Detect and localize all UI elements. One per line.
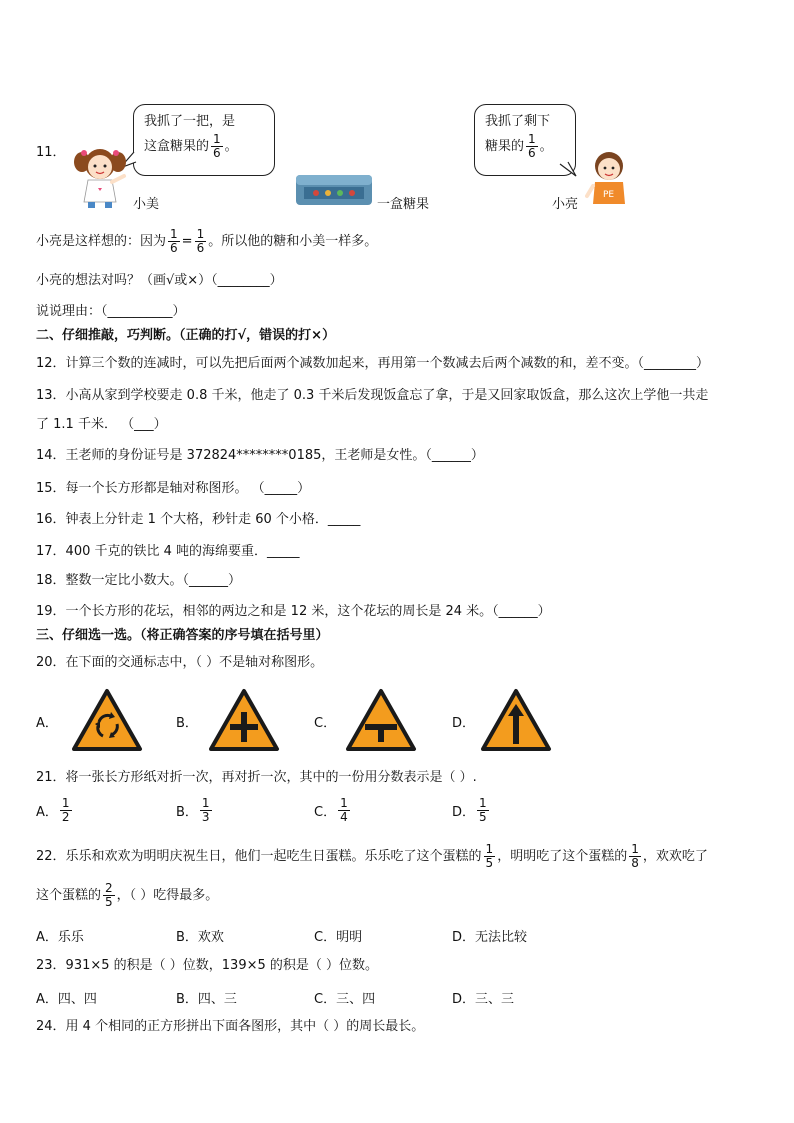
fraction <box>211 133 223 160</box>
fraction-denominator: 6 <box>213 146 221 160</box>
fraction <box>60 797 72 824</box>
fraction-denominator: 6 <box>528 146 536 160</box>
q22-option-d: D．无法比较 <box>452 930 528 945</box>
roundabout-sign-icon <box>71 688 143 752</box>
q20-option-b-label: B． <box>176 716 198 731</box>
q22-text: ，（ ）吃得最多。 <box>116 888 219 903</box>
q24-stem: 24．用 4 个相同的正方形拼出下面各图形，其中（ ）的周长最长。 <box>36 1019 425 1034</box>
fraction <box>195 228 207 255</box>
fraction-denominator: 5 <box>479 810 487 824</box>
fraction-numerator: 1 <box>201 796 210 810</box>
q22-text: 这个蛋糕的 <box>36 888 102 903</box>
q13-line2: 了 1.1 千米． （___） <box>36 417 167 432</box>
q21-stem: 21．将一张长方形纸对折一次，再对折一次，其中的一份用分数表示是（ ）. <box>36 770 477 785</box>
option-label: D． <box>452 805 476 820</box>
q16: 16．钟表上分针走 1 个大格，秒针走 60 个小格．_____ <box>36 512 361 527</box>
bubble-line2-text: 这盒糖果的 <box>144 139 210 154</box>
q21-option-a <box>36 797 74 824</box>
fraction-denominator: 6 <box>170 241 178 255</box>
q22-option-a: A．乐乐 <box>36 930 84 945</box>
fraction <box>338 797 350 824</box>
fraction-denominator: 6 <box>196 241 205 255</box>
candy-box-icon <box>294 169 374 209</box>
fraction <box>200 797 212 824</box>
q20-option-c-label: C． <box>314 716 337 731</box>
fraction-denominator: 8 <box>631 856 639 870</box>
option-label: C． <box>314 805 337 820</box>
q21-option-b <box>176 797 214 824</box>
bubble-line2-text: 糖果的 <box>485 139 525 154</box>
q23-option-a: A．四、四 <box>36 992 97 1007</box>
fraction <box>168 228 180 255</box>
q13-line1: 13．小高从家到学校要走 0.8 千米，他走了 0.3 千米后发现饭盒忘了拿，于是又回家取饭盒，那么这次上学他一共走 <box>36 388 709 403</box>
fraction-numerator: 1 <box>528 132 536 146</box>
q11-judge: 小亮的想法对吗？（画√或×）（________） <box>36 273 283 288</box>
fraction-denominator: 5 <box>105 895 113 909</box>
fraction <box>103 882 115 909</box>
boy-xiaoliang-icon <box>585 148 633 210</box>
bubble-line2-end: 。 <box>539 139 553 154</box>
fraction-numerator: 1 <box>170 227 178 241</box>
fraction-numerator: 1 <box>485 842 494 856</box>
fraction-numerator: 1 <box>631 842 639 856</box>
q21-option-c <box>314 797 352 824</box>
fraction-denominator: 2 <box>61 810 70 824</box>
fraction-denominator: 3 <box>201 810 210 824</box>
section3-heading: 三、仔细选一选。（将正确答案的序号填在括号里） <box>36 628 329 643</box>
fraction <box>477 797 489 824</box>
q22-line2 <box>36 880 218 912</box>
q21-option-d <box>452 797 491 824</box>
q23-option-b: B．四、三 <box>176 992 237 1007</box>
equals-sign: = <box>181 234 193 249</box>
fraction-numerator: 1 <box>213 132 221 146</box>
fraction-numerator: 1 <box>340 796 348 810</box>
q22-option-b: B．欢欢 <box>176 930 224 945</box>
q18: 18．整数一定比小数大。（______） <box>36 573 242 588</box>
bubble-line1: 我抓了剩下 <box>485 114 551 129</box>
q22-option-c: C．明明 <box>314 930 363 945</box>
q17: 17．400 千克的铁比 4 吨的海绵要重．_____ <box>36 544 300 559</box>
label-xiaomei: 小美 <box>133 197 160 212</box>
bubble-line2 <box>485 133 565 160</box>
straight-ahead-sign-icon <box>480 688 552 752</box>
fraction-numerator: 2 <box>105 881 113 895</box>
bubble-tail-right <box>558 160 580 180</box>
q12: 12．计算三个数的连减时，可以先把后面两个减数加起来，再用第一个数减去后两个减数的和，差不变。（________） <box>36 356 710 371</box>
fraction-denominator: 4 <box>340 810 348 824</box>
q11-thought <box>36 226 377 258</box>
svg-text:PE: PE <box>603 190 615 200</box>
thought-text: 小亮是这样想的：因为 <box>36 234 167 249</box>
label-xiaoliang: 小亮 <box>552 197 579 212</box>
crossroad-sign-icon <box>208 688 280 752</box>
q14: 14．王老师的身份证号是 372824********0185，王老师是女性。（______） <box>36 448 484 463</box>
section2-heading: 二、仔细推敲，巧判断。（正确的打√，错误的打×） <box>36 328 336 343</box>
q20-stem: 20．在下面的交通标志中，（ ）不是轴对称图形。 <box>36 655 324 670</box>
q22-text: 22．乐乐和欢欢为明明庆祝生日，他们一起吃生日蛋糕。乐乐吃了这个蛋糕的 <box>36 849 482 864</box>
fraction <box>484 843 496 870</box>
fraction-numerator: 1 <box>479 796 487 810</box>
thought-text-end: 。所以他的糖和小美一样多。 <box>208 234 378 249</box>
girl-xiaomei-icon <box>72 140 128 210</box>
q22-text: ，欢欢吃了 <box>642 849 708 864</box>
q11-reason: 说说理由：（__________） <box>36 304 186 319</box>
q15: 15．每一个长方形都是轴对称图形。 （_____） <box>36 481 311 496</box>
q23-stem: 23．931×5 的积是（ ）位数，139×5 的积是（ ）位数。 <box>36 958 379 973</box>
q11-number: 11． <box>36 145 66 160</box>
q23-option-d: D．三、三 <box>452 992 515 1007</box>
fraction <box>526 133 538 160</box>
fraction-numerator: 1 <box>196 227 205 241</box>
q19: 19．一个长方形的花坛，相邻的两边之和是 12 米，这个花坛的周长是 24 米。（______） <box>36 604 551 619</box>
q23-option-c: C．三、四 <box>314 992 376 1007</box>
option-label: B． <box>176 805 198 820</box>
bubble-line2-end: 。 <box>224 139 238 154</box>
q22-line1 <box>36 841 708 873</box>
fraction-numerator: 1 <box>61 796 70 810</box>
bubble-line2 <box>144 133 264 160</box>
t-junction-sign-icon <box>345 688 417 752</box>
option-label: A． <box>36 805 58 820</box>
speech-bubble-xiaomei <box>133 104 275 176</box>
q22-text: ，明明吃了这个蛋糕的 <box>497 849 628 864</box>
q20-option-d-label: D． <box>452 716 476 731</box>
bubble-line1: 我抓了一把，是 <box>144 114 236 129</box>
fraction-denominator: 5 <box>485 856 494 870</box>
q20-option-a-label: A． <box>36 716 58 731</box>
label-candy-box: 一盒糖果 <box>377 197 430 212</box>
fraction <box>629 843 641 870</box>
